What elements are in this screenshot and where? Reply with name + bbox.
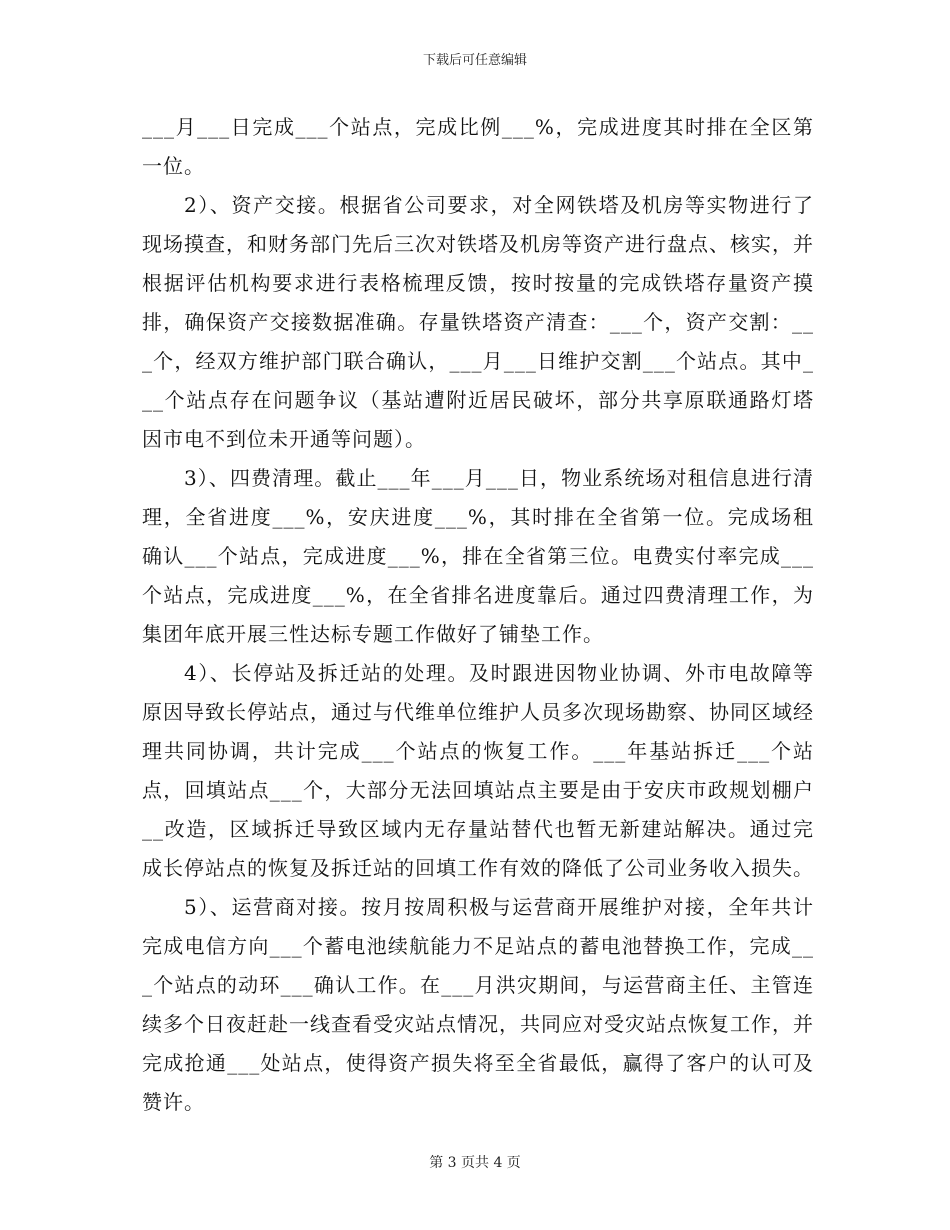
document-body	[142, 108, 814, 1122]
paragraph-continuation: ___月___日完成___个站点，完成比例___%，完成进度其时排在全区第一位。	[142, 115, 814, 178]
page-header: 下载后可任意编辑	[422, 53, 527, 68]
paragraph-four-fees-cleanup: 3）、四费清理。截止___年___月___日，物业系统场对租信息进行清理，全省进度___%，安庆进度___%，其时排在全省第一位。完成场租确认___个站点，完成进度___%，排在全省第三位。电费实付率完成___个站点，完成进度___%，在全省排名进度靠后。通过四费清理工作，为集团年底开展三性达标专题工作做好了铺垫工作。	[142, 466, 814, 646]
paragraph-long-outage-relocation: 4）、长停站及拆迁站的处理。及时跟进因物业协调、外市电故障等原因导致长停站点，通过与代维单位维护人员多次现场勘察、协同区域经理共同协调，共计完成___个站点的恢复工作。___年基站拆迁___个站点，回填站点___个，大部分无法回填站点主要是由于安庆市政规划棚户__改造，区域拆迁导致区域内无存量站替代也暂无新建站解决。通过完成长停站点的恢复及拆迁站的回填工作有效的降低了公司业务收入损失。	[142, 661, 814, 880]
paragraph-operator-docking: 5）、运营商对接。按月按周积极与运营商开展维护对接，全年共计完成电信方向___个蓄电池续航能力不足站点的蓄电池替换工作，完成___个站点的动环___确认工作。在___月洪灾期间，与运营商主任、主管连续多个日夜赶赴一线查看受灾站点情况，共同应对受灾站点恢复工作，并完成抢通___处站点，使得资产损失将至全省最低，赢得了客户的认可及赞许。	[142, 895, 814, 1114]
page-footer: 第 3 页共 4 页	[429, 1155, 521, 1171]
paragraph-asset-handover: 2）、资产交接。根据省公司要求，对全网铁塔及机房等实物进行了现场摸查，和财务部门先后三次对铁塔及机房等资产进行盘点、核实，并根据评估机构要求进行表格梳理反馈，按时按量的完成铁塔存量资产摸排，确保资产交接数据准确。存量铁塔资产清查：___个，资产交割：___个，经双方维护部门联合确认，___月___日维护交割___个站点。其中___个站点存在问题争议（基站遭附近居民破坏，部分共享原联通路灯塔因市电不到位未开通等问题）。	[142, 193, 814, 451]
